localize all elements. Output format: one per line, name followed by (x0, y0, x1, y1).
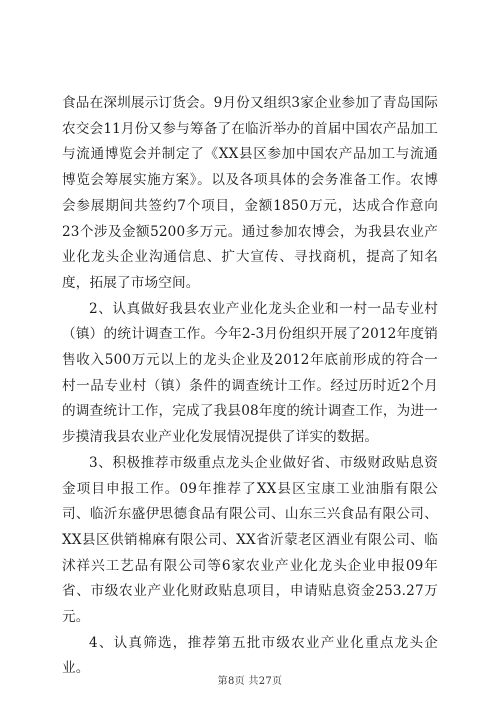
paragraph-3: 3、积极推荐市级重点龙头企业做好省、市级财政贴息资金项目申报工作。09年推荐了XX县区宝康工业油脂有限公司、临沂东盛伊思德食品有限公司、山东三兴食品有限公司、XX县区供销棉麻有限公司、XX省沂蒙老区酒业有限公司、临沭祥兴工艺品有限公司等6家农业产业化龙头企业申报09年省、市级农业产业化财政贴息项目，申请贴息资金253.27万元。 (62, 454, 438, 626)
page-footer: 第8页 共27页 (217, 676, 283, 687)
paragraph-1: 食品在深圳展示订货会。9月份又组织3家企业参加了青岛国际农交会11月份又参与筹备了在临沂举办的首届中国农产品加工与流通博览会并制定了《XX县区参加中国农产品加工与流通博览会筹展实施方案》。以及各项具体的会务准备工作。农博会参展期间共签约7个项目，金额1850万元，达成合作意向23个涉及金额5200多万元。通过参加农博会，为我县农业产业化龙头企业沟通信息、扩大宣传、寻找商机，提高了知名度，拓展了市场空间。 (62, 95, 438, 291)
paragraph-4: 4、认真筛选，推荐第五批市级农业产业化重点龙头企业。 (62, 634, 438, 677)
paragraph-2: 2、认真做好我县农业产业化龙头企业和一村一品专业村（镇）的统计调查工作。今年2-3月份组织开展了2012年度销售收入500万元以上的龙头企业及2012年底前形成的符合一村一品专业村（镇）条件的调查统计工作。经过历时近2个月的调查统计工作，完成了我县08年度的统计调查工作，为进一步摸清我县农业产业化发展情况提供了详实的数据。 (62, 300, 438, 446)
document-body (62, 91, 438, 682)
